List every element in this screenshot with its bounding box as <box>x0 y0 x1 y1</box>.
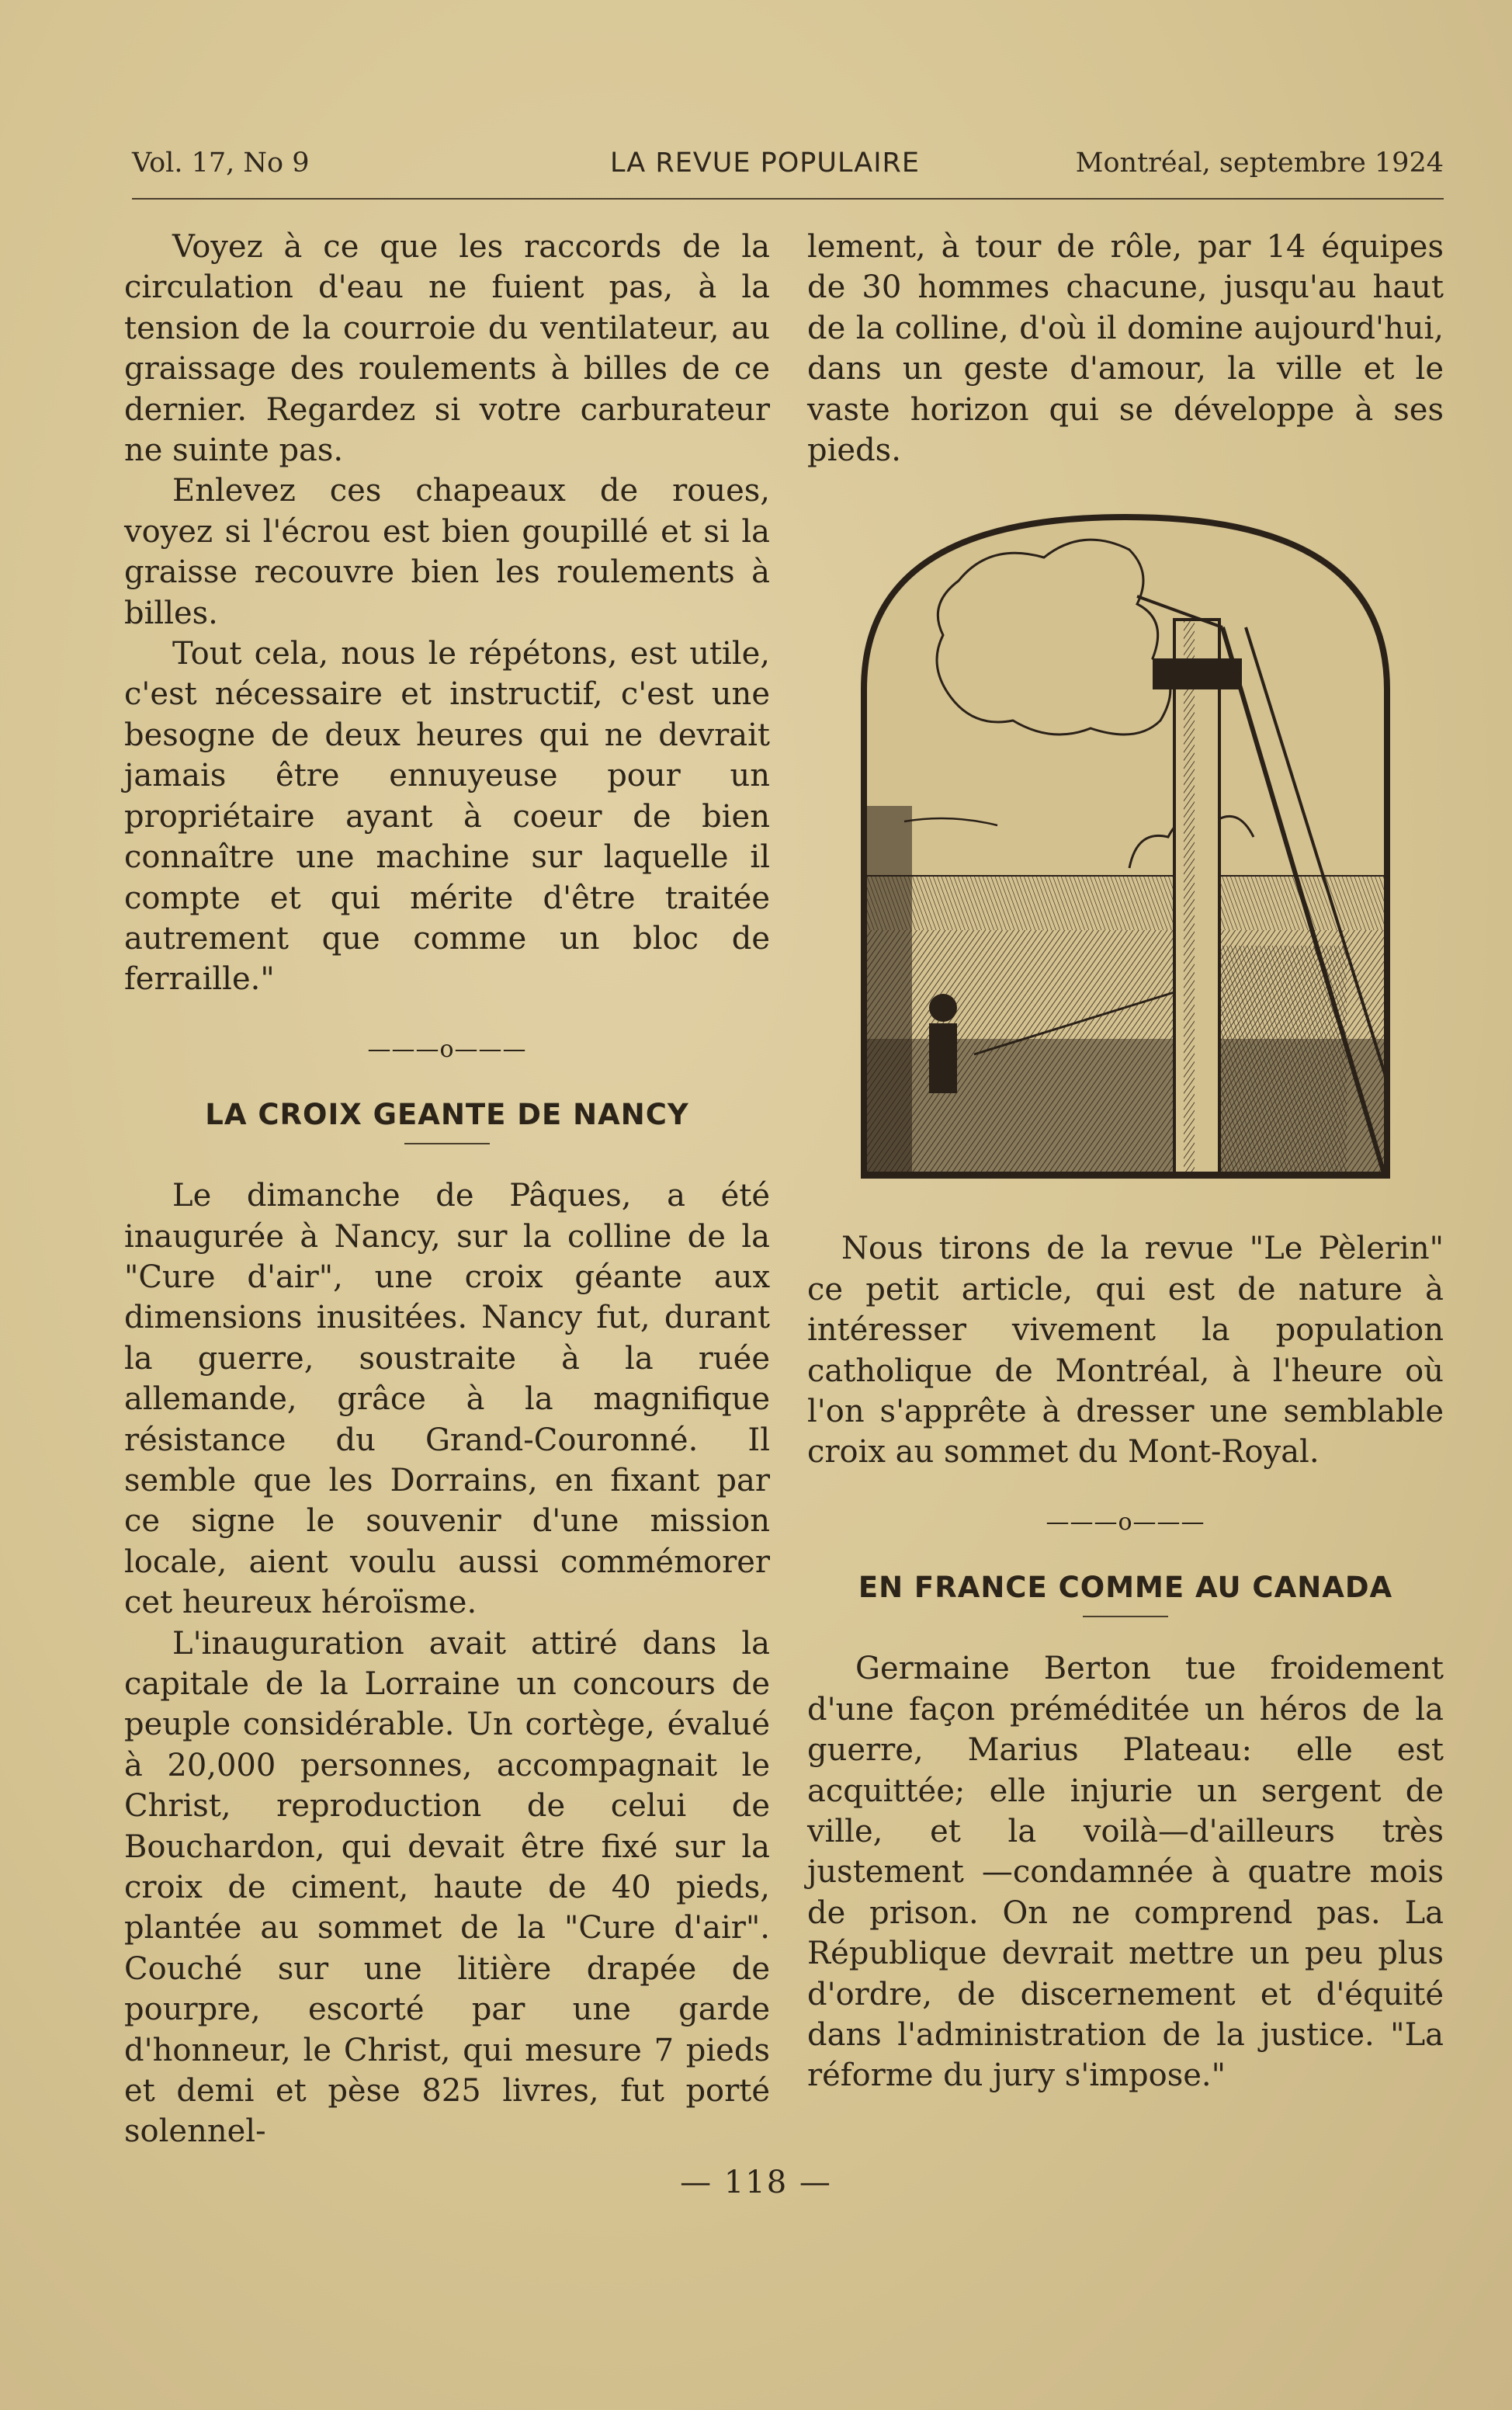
section-title-croix-geante: LA CROIX GEANTE DE NANCY <box>205 1098 689 1132</box>
title-underline <box>1083 1616 1168 1617</box>
header-rule <box>132 198 1444 200</box>
paragraph: Germaine Berton tue froidement d'une façon préméditée un héros de la guerre, Marius Plateau: elle est acquittée; elle injurie un sergent de ville, et la voilà—d'ailleurs très justement —condamnée à quatre mois de prison. On ne comprend pas. La République devrait mettre un peu plus d'ordre, de discernement et d'équité dans l'administration de la justice. "La réforme du jury s'impose." <box>807 1651 1444 2094</box>
place-and-date: Montréal, septembre 1924 <box>1075 148 1444 179</box>
cross-illustration <box>858 511 1393 1179</box>
running-header <box>132 148 1444 186</box>
publication-title: LA REVUE POPULAIRE <box>610 148 920 179</box>
section-title-france-canada: EN FRANCE COMME AU CANADA <box>858 1571 1393 1605</box>
paragraph: Tout cela, nous le répétons, est utile, c'est nécessaire et instructif, c'est une besogne de deux heures qui ne devrait jamais être ennuyeuse pour un propriétaire ayant à coeur de bien connaître une machine sur laquelle il compte et qui mérite d'être traitée autrement que comme un bloc de ferraille." <box>124 636 770 998</box>
paragraph: Enlevez ces chapeaux de roues, voyez si l'écrou est bien goupillé et si la graisse recouvre bien les roulements à billes. <box>124 473 770 631</box>
paragraph-continuation: lement, à tour de rôle, par 14 équipes de 30 hommes chacune, jusqu'au haut de la colline, d'où il domine aujourd'hui, dans un geste d'amour, la ville et le vaste horizon qui se développe à ses pieds. <box>807 229 1444 469</box>
paragraph: Le dimanche de Pâques, a été inaugurée à Nancy, sur la colline de la "Cure d'air", une croix géante aux dimensions inusitées. Nancy fut, durant la guerre, soustraite à la ruée allemande, grâce à la magnifique résistance du Grand-Couronné. Il semble que les Dorrains, en fixant par ce signe le souvenir d'une mission locale, aient voulu aussi commémorer cet heureux héroïsme. <box>124 1178 770 1621</box>
right-column <box>807 227 1444 2096</box>
page-number: — 118 — <box>680 2165 832 2200</box>
left-column <box>124 227 770 2152</box>
section-divider: ———o——— <box>1046 1508 1205 1536</box>
paragraph: L'inauguration avait attiré dans la capitale de la Lorraine un concours de peuple considérable. Un cortège, évalué à 20,000 personnes, accompagnait le Christ, reproduction de celui de Bouchardon, qui devait être fixé sur la croix de ciment, haute de 40 pieds, plantée au sommet de la "Cure d'air". Couché sur une litière drapée de pourpre, escorté par une garde d'honneur, le Christ, qui mesure 7 pieds et demi et pèse 825 livres, fut porté solennel- <box>124 1625 770 2150</box>
caption-text: Nous tirons de la revue "Le Pèlerin" ce petit article, qui est de nature à intéresser vivement la population catholique de Montréal, à l'heure où l'on s'apprête à dresser une semblable croix au sommet du Mont-Royal. <box>807 1231 1444 1471</box>
cross-engraving-image <box>858 511 1393 1179</box>
section-divider: ———o——— <box>367 1035 527 1063</box>
title-underline <box>404 1143 490 1144</box>
paragraph: Voyez à ce que les raccords de la circulation d'eau ne fuient pas, à la tension de la courroie du ventilateur, au graissage des roulements à billes de ce dernier. Regardez si votre carburateur ne suinte pas. <box>124 229 770 469</box>
volume-number: Vol. 17, No 9 <box>132 148 310 179</box>
illustration-caption <box>807 1228 1444 1472</box>
